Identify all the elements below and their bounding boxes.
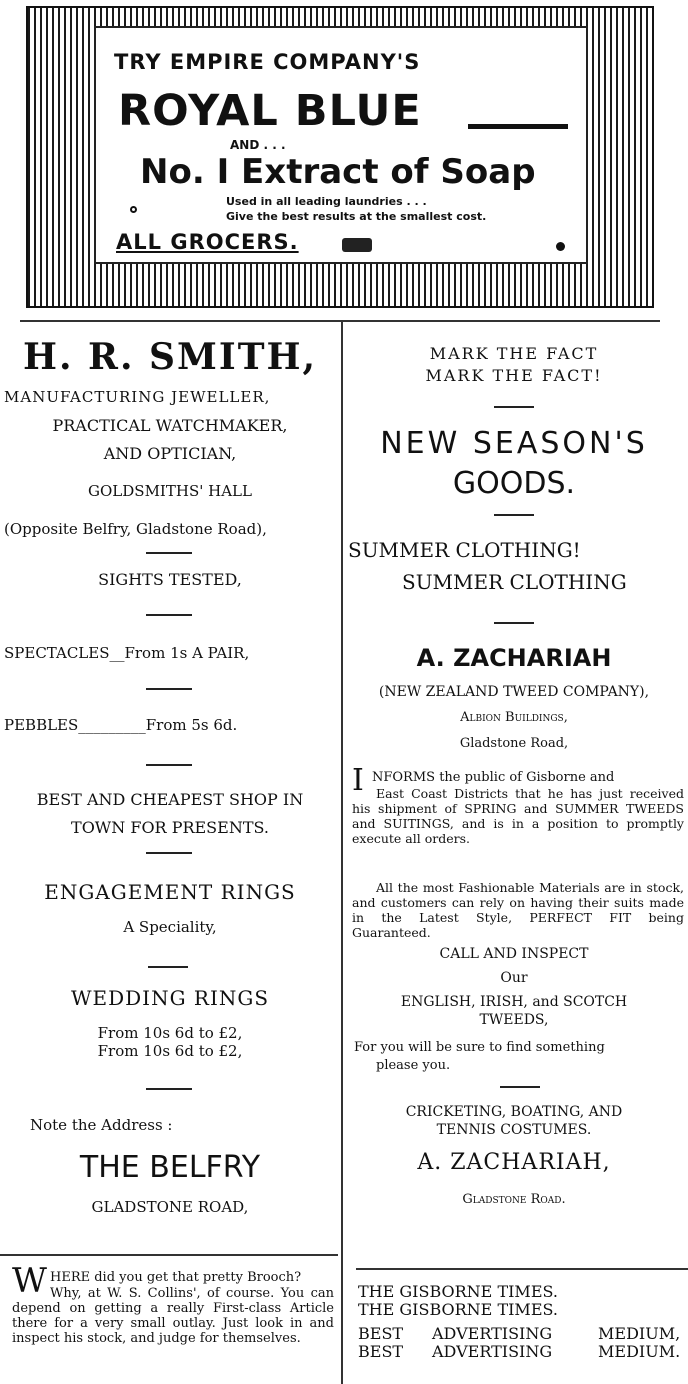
separator-rule <box>146 764 192 766</box>
soap-ad-extract: No. I Extract of Soap <box>140 152 536 192</box>
smith-wedding-rings: WEDDING RINGS <box>70 986 270 1010</box>
smith-trade-1: MANUFACTURING JEWELLER, <box>4 388 271 406</box>
soap-ad-royal-blue: ROYAL BLUE <box>118 86 422 136</box>
zachariah-drop-cap: I <box>352 763 364 798</box>
separator-rule <box>146 552 192 554</box>
smith-name: H. R. SMITH, <box>22 336 318 378</box>
soap-ad-panel <box>94 26 588 264</box>
separator-rule <box>494 406 534 408</box>
zachariah-gladstone-road-2: Gladstone Road. <box>462 1192 566 1207</box>
zachariah-name-2: A. ZACHARIAH, <box>417 1150 611 1175</box>
zachariah-for-you-1: For you will be sure to find something <box>354 1040 605 1055</box>
times-line-1: THE GISBORNE TIMES. <box>358 1282 558 1301</box>
smith-opposite: (Opposite Belfry, Gladstone Road), <box>4 520 267 538</box>
smith-goldsmiths-hall: GOLDSMITHS' HALL <box>88 482 252 500</box>
separator-rule <box>494 622 534 624</box>
soap-ad-underline <box>468 124 568 129</box>
smith-engagement-rings: ENGAGEMENT RINGS <box>44 880 296 904</box>
zachariah-mark-fact-2: MARK THE FACT! <box>425 366 603 385</box>
zachariah-fashionable-paragraph: All the most Fashionable Materials are in stock, and customers can rely on having their suits made in the Latest Style, PERFECT FIT being Guaranteed. <box>352 880 684 940</box>
zachariah-goods: GOODS. <box>452 466 576 501</box>
zachariah-albion-buildings: Albion Buildings, <box>460 710 568 725</box>
zachariah-english-irish: ENGLISH, IRISH, and SCOTCH <box>400 994 628 1010</box>
bullet-icon <box>130 206 137 213</box>
times-advertising-1: ADVERTISING <box>432 1324 553 1343</box>
column-top-rule <box>20 320 660 322</box>
smith-the-belfry: THE BELFRY <box>79 1150 261 1185</box>
smith-spectacles: SPECTACLES__From 1s A PAIR, <box>4 644 250 662</box>
smith-note-address: Note the Address : <box>30 1116 173 1134</box>
collins-first-line: HERE did you get that pretty Brooch? <box>50 1270 302 1285</box>
smith-from-1: From 10s 6d to £2, <box>97 1024 243 1042</box>
collins-body: Why, at W. S. Collins', of course. You can depend on getting a really First-class Article there for a very small outlay. Just look in and inspect his stock, and judge for themselves. <box>12 1286 334 1346</box>
times-medium-1: MEDIUM, <box>598 1324 681 1343</box>
times-line-2: THE GISBORNE TIMES. <box>358 1300 558 1319</box>
smith-speciality: A Speciality, <box>123 918 217 936</box>
smith-pebbles: PEBBLES_________From 5s 6d. <box>4 716 238 734</box>
collins-top-rule <box>0 1254 338 1256</box>
zachariah-company: (NEW ZEALAND TWEED COMPANY), <box>378 684 650 700</box>
zachariah-new-season: NEW SEASON'S <box>380 426 648 461</box>
smith-best-2: TOWN FOR PRESENTS. <box>71 818 269 837</box>
zachariah-gladstone-road: Gladstone Road, <box>459 736 569 751</box>
separator-rule <box>148 966 188 968</box>
zachariah-tweeds: TWEEDS, <box>479 1012 549 1028</box>
collins-drop-cap: W <box>12 1261 47 1301</box>
separator-rule <box>146 1088 192 1090</box>
pointing-hand-icon <box>342 238 372 252</box>
separator-rule <box>500 1086 540 1088</box>
zachariah-informs-first: NFORMS the public of Gisborne and <box>372 770 615 785</box>
smith-sights-tested: SIGHTS TESTED, <box>98 570 242 589</box>
times-best-2: BEST <box>358 1342 404 1361</box>
zachariah-summer-2: SUMMER CLOTHING <box>402 570 627 594</box>
zachariah-our: Our <box>500 970 528 986</box>
smith-best-1: BEST AND CHEAPEST SHOP IN <box>36 790 304 809</box>
times-medium-2: MEDIUM. <box>598 1342 681 1361</box>
column-divider <box>341 320 343 1384</box>
zachariah-call-inspect: CALL AND INSPECT <box>439 946 589 962</box>
times-top-rule <box>356 1268 688 1270</box>
smith-from-2: From 10s 6d to £2, <box>97 1042 243 1060</box>
separator-rule <box>146 614 192 616</box>
smith-trade-3: AND OPTICIAN, <box>103 444 237 463</box>
soap-ad-try-line: TRY EMPIRE COMPANY'S <box>114 50 421 74</box>
times-advertising-2: ADVERTISING <box>432 1342 553 1361</box>
soap-advertisement <box>26 6 654 308</box>
separator-rule <box>146 688 192 690</box>
zachariah-cricketing: CRICKETING, BOATING, AND <box>405 1104 623 1120</box>
soap-ad-and: AND . . . <box>230 138 286 152</box>
zachariah-tennis: TENNIS COSTUMES. <box>436 1122 592 1138</box>
times-best-1: BEST <box>358 1324 404 1343</box>
separator-rule <box>494 514 534 516</box>
zachariah-mark-fact-1: MARK THE FACT <box>429 344 599 363</box>
soap-ad-all-grocers: ALL GROCERS. <box>116 230 299 254</box>
zachariah-informs-body: East Coast Districts that he has just received his shipment of SPRING and SUMMER TWEEDS and SUITINGS, and is in a position to promptly execute all orders. <box>352 786 684 846</box>
zachariah-summer-1: SUMMER CLOTHING! <box>348 538 581 562</box>
bullet-icon <box>556 242 565 251</box>
smith-gladstone-road: GLADSTONE ROAD, <box>91 1198 249 1216</box>
zachariah-for-you-2: please you. <box>376 1058 451 1073</box>
zachariah-name: A. ZACHARIAH <box>416 644 612 672</box>
separator-rule <box>146 852 192 854</box>
soap-ad-used-line: Used in all leading laundries . . . Give the best results at the smallest cost. <box>226 195 487 223</box>
smith-trade-2: PRACTICAL WATCHMAKER, <box>52 416 288 435</box>
